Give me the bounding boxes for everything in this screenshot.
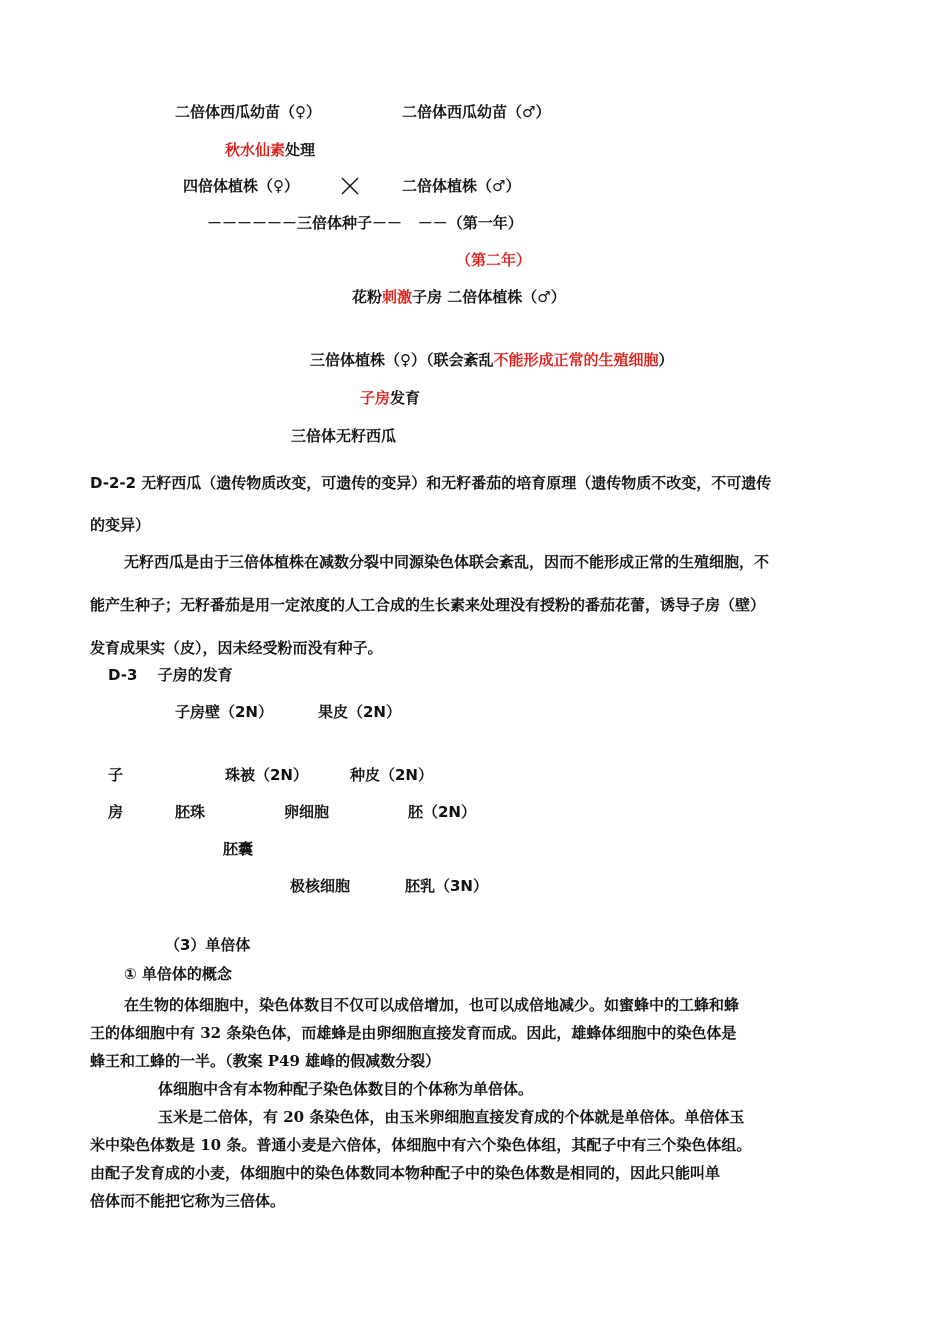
haploid-paragraph-3 xyxy=(90,1103,870,1215)
triploid-seed-label: 三倍体种子 xyxy=(297,214,373,232)
haploid-definition xyxy=(90,1075,870,1103)
haploid-subheading: ① 单倍体的概念 xyxy=(124,965,232,983)
triploid-seed-row xyxy=(207,213,523,233)
stimulate-label: 刺激 xyxy=(382,288,413,306)
haploid-p1-line3: 蜂王和工蜂的一半。（教案 P49 雄峰的假减数分裂） xyxy=(90,1052,441,1070)
d22-para-line2: 能产生种子；无籽番茄是用一定浓度的人工合成的生长素来处理没有授粉的番茄花蕾，诱导子房（壁） xyxy=(90,596,766,614)
d22-paragraph xyxy=(90,541,870,670)
seedless-watermelon-result: 三倍体无籽西瓜 xyxy=(291,427,397,445)
seed-coat-label: 种皮（2N） xyxy=(350,766,433,784)
haploid-heading: （3）单倍体 xyxy=(165,936,251,954)
diploid-male-label: 二倍体植株（♂） xyxy=(402,177,521,195)
polar-nuclei-label: 极核细胞 xyxy=(290,877,351,895)
develop-label: 发育 xyxy=(390,389,421,407)
colchicine-treatment xyxy=(225,140,315,160)
haploid-p1-line1: 在生物的体细胞中，染色体数目不仅可以成倍增加，也可以成倍地减少。如蜜蜂中的工蜂和蜂 xyxy=(124,996,740,1014)
dashes-after: －－ －－ xyxy=(372,214,448,232)
triploid-plant-label: 三倍体植株（♀） xyxy=(310,351,426,369)
ovary-word: 子房 xyxy=(412,288,443,306)
ovary-red-label: 子房 xyxy=(360,389,391,407)
diploid-male-label-2: 二倍体植株（♂） xyxy=(447,288,566,306)
egg-cell-label: 卵细胞 xyxy=(284,803,330,821)
haploid-p1-line2: 王的体细胞中有 32 条染色体，而雄蜂是由卵细胞直接发育而成。因此，雄蜂体细胞中的染色体是 xyxy=(90,1024,737,1042)
haploid-p3-line2: 米中染色体数是 10 条。普通小麦是六倍体，体细胞中有六个染色体组，其配子中有三个染色体组。 xyxy=(90,1136,752,1154)
embryo-label: 胚（2N） xyxy=(408,803,476,821)
pollen-stimulate-row xyxy=(352,287,566,307)
ovary-char-fang: 房 xyxy=(108,803,124,821)
pollen-label: 花粉 xyxy=(352,288,383,306)
treatment-label: 处理 xyxy=(285,141,316,159)
endosperm-label: 胚乳（3N） xyxy=(405,877,488,895)
embryo-sac-label: 胚囊 xyxy=(223,840,254,858)
haploid-p3-line4: 倍体而不能把它称为三倍体。 xyxy=(90,1192,286,1210)
d22-para-line3: 发育成果实（皮），因未经受粉而没有种子。 xyxy=(90,639,383,657)
colchicine-label: 秋水仙素 xyxy=(225,141,286,159)
synapsis-suffix: ） xyxy=(658,351,674,369)
integument-label: 珠被（2N） xyxy=(225,766,308,784)
triploid-plant-row xyxy=(310,350,674,370)
ovary-develop-row xyxy=(360,388,420,408)
ovary-char-zi: 子 xyxy=(108,766,124,784)
ovary-wall-label: 子房壁（2N） xyxy=(175,703,273,721)
first-year-label: （第一年） xyxy=(447,214,523,232)
haploid-paragraph-1 xyxy=(90,991,870,1075)
synapsis-prefix: （联会紊乱 xyxy=(426,351,494,369)
haploid-p2: 体细胞中含有本物种配子染色体数目的个体称为单倍体。 xyxy=(158,1080,534,1098)
d22-para-line1: 无籽西瓜是由于三倍体植株在减数分裂中同源染色体联会紊乱，因而不能形成正常的生殖细胞，不 xyxy=(124,553,770,571)
female-seedling-label: 二倍体西瓜幼苗（♀） xyxy=(175,103,321,121)
synapsis-red-text: 不能形成正常的生殖细胞 xyxy=(493,351,659,369)
d22-heading-line1: D-2-2 无籽西瓜（遗传物质改变，可遗传的变异）和无籽番茄的培育原理（遗传物质不改变，不可遗传 xyxy=(90,474,772,492)
d3-heading: D-3 子房的发育 xyxy=(108,666,233,684)
pericarp-label: 果皮（2N） xyxy=(318,703,401,721)
second-year-label: （第二年） xyxy=(456,251,532,269)
d22-heading-line2: 的变异） xyxy=(90,516,151,534)
male-seedling-label: 二倍体西瓜幼苗（♂） xyxy=(402,103,551,121)
ovule-label: 胚珠 xyxy=(175,803,206,821)
haploid-p3-line1: 玉米是二倍体，有 20 条染色体，由玉米卵细胞直接发育成的个体就是单倍体。单倍体玉 xyxy=(158,1108,745,1126)
d22-heading xyxy=(90,462,870,546)
cross-sign-icon xyxy=(340,176,360,196)
dashes-before: －－－－－－ xyxy=(207,214,298,232)
haploid-p3-line3: 由配子发育成的小麦，体细胞中的染色体数同本物种配子中的染色体数是相同的，因此只能叫单 xyxy=(90,1164,721,1182)
tetraploid-label: 四倍体植株（♀） xyxy=(183,177,299,195)
